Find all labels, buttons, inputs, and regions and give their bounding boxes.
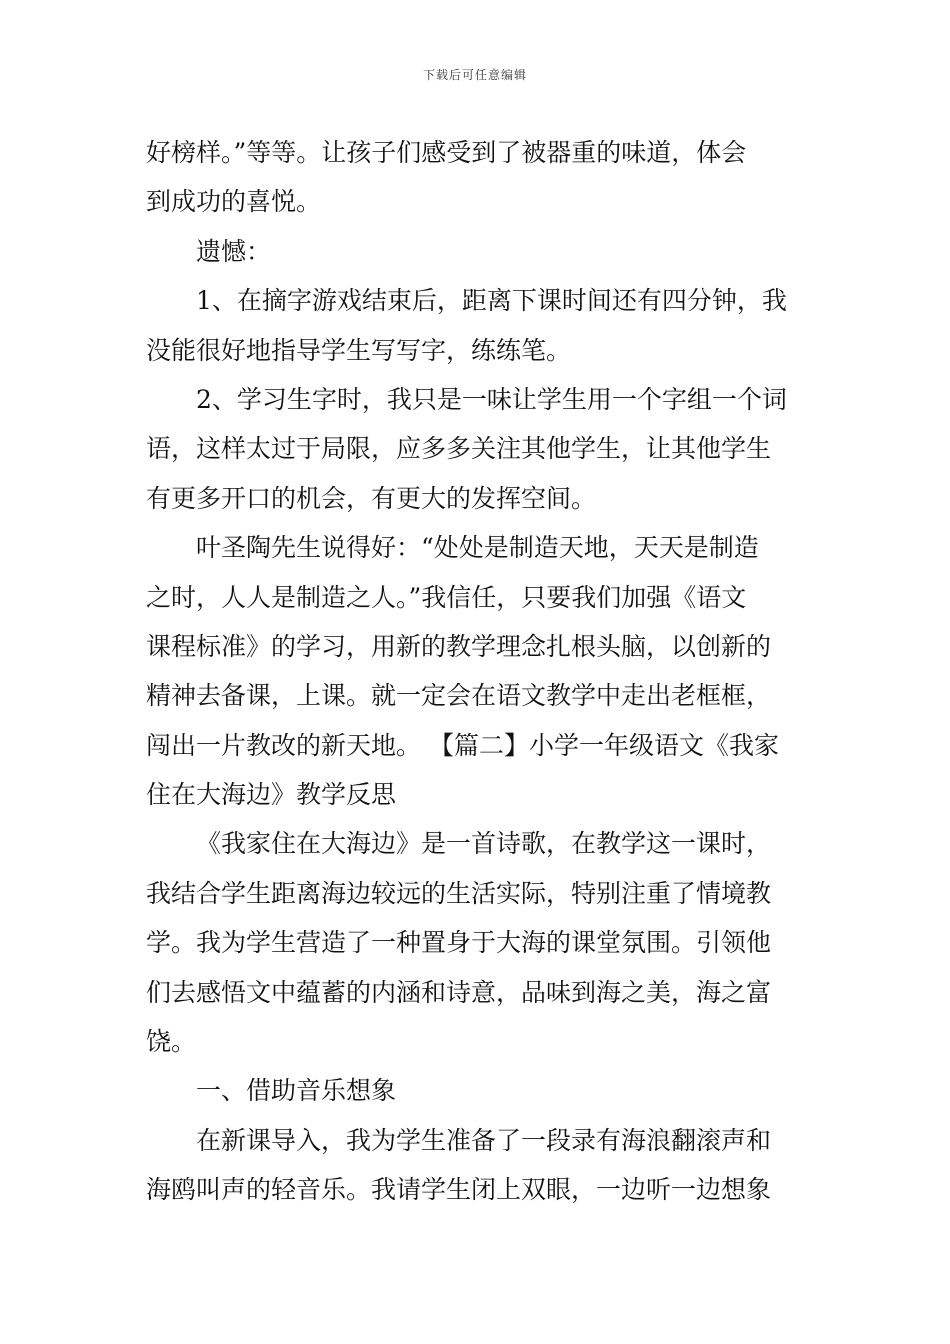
page-header: 下载后可任意编辑: [422, 68, 527, 82]
text-line: 到成功的喜悦。: [146, 187, 322, 217]
document-body: [146, 128, 806, 1215]
text-line: 好榜样。”等等。让孩子们感受到了被器重的味道，体会: [146, 138, 747, 167]
text-line: 课程标准》的学习，用新的教学理念扎根头脑，以创新的: [146, 631, 772, 661]
text-line: 1、在摘字游戏结束后，距离下课时间还有四分钟，我: [196, 286, 787, 316]
text-line: 2、学习生字时，我只是一味让学生用一个字组一个词: [196, 384, 787, 414]
text-line: 精神去备课，上课。就一定会在语文教学中走出老框框，: [146, 681, 772, 711]
text-line: 遗憾：: [196, 236, 272, 266]
text-line: 在新课导入，我为学生准备了一段录有海浪翻滚声和: [196, 1125, 772, 1155]
text-line: 住在大海边》教学反思: [146, 780, 397, 810]
text-line: 《我家住在大海边》是一首诗歌，在教学这一课时，: [196, 829, 772, 859]
text-line: 有更多开口的机会，有更大的发挥空间。: [146, 483, 597, 513]
text-line: 之时，人人是制造之人。”我信任，只要我们加强《语文: [146, 582, 747, 612]
text-line: 没能很好地指导学生写写字，练练笔。: [146, 335, 572, 365]
text-line: 语，这样太过于局限，应多多关注其他学生，让其他学生: [146, 434, 772, 464]
text-line: 一、借助音乐想象: [196, 1076, 397, 1106]
text-line: 叶圣陶先生说得好：“处处是制造天地，天天是制造: [196, 533, 759, 563]
text-line: 们去感悟文中蕴蓄的内涵和诗意，品味到海之美，海之富: [146, 977, 772, 1007]
text-line: 学。我为学生营造了一种置身于大海的课堂氛围。引领他: [146, 928, 772, 958]
text-line: 饶。: [146, 1027, 197, 1057]
text-line: 我结合学生距离海边较远的生活实际，特别注重了情境教: [146, 878, 772, 908]
text-line: 闯出一片教改的新天地。 【篇二】小学一年级语文《我家: [146, 730, 779, 760]
text-line: 海鸥叫声的轻音乐。我请学生闭上双眼，一边听一边想象: [146, 1175, 772, 1205]
